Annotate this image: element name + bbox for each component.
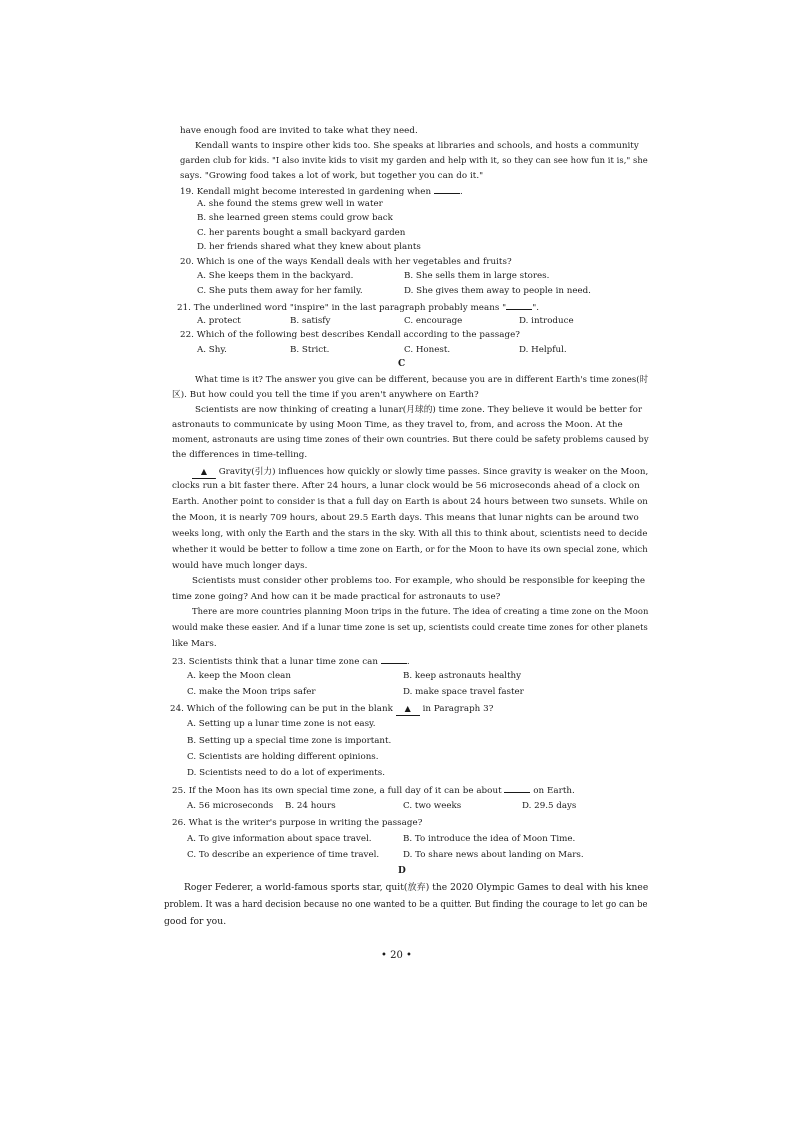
option-23a: A. keep the Moon clean xyxy=(187,671,291,681)
option-21b: B. satisfy xyxy=(290,316,331,326)
passage-c-line: the Moon, it is nearly 709 hours, about 29.5 Earth days. This means that lunar nights can be around two xyxy=(172,513,639,523)
option-19b: B. she learned green stems could grow back xyxy=(197,213,393,223)
option-19c: C. her parents bought a small backyard garden xyxy=(197,228,406,238)
passage-c-line: ▲ Gravity(引力) influences how quickly or slowly time passes. Since gravity is weaker on the Moon, xyxy=(192,466,648,479)
question-24-stem: 24. Which of the following can be put in the blank ▲ in Paragraph 3? xyxy=(170,704,494,714)
option-21d: D. introduce xyxy=(519,316,574,326)
option-22d: D. Helpful. xyxy=(519,345,567,355)
passage-c-line: like Mars. xyxy=(172,639,217,649)
passage-c-line: time zone going? And how can it be made practical for astronauts to use? xyxy=(172,592,501,602)
passage-c-line: Earth. Another point to consider is that a full day on Earth is about 24 hours between two sunsets. While on xyxy=(172,497,648,507)
option-25c: C. two weeks xyxy=(403,801,462,811)
triangle-marker: ▲ xyxy=(404,704,411,713)
option-24b: B. Setting up a special time zone is important. xyxy=(187,736,392,746)
option-20b: B. She sells them in large stores. xyxy=(404,271,550,281)
option-20d: D. She gives them away to people in need. xyxy=(404,286,591,296)
question-21-stem: 21. The underlined word "inspire" in the last paragraph probably means " ". xyxy=(177,303,540,313)
passage-c-line: the differences in time-telling. xyxy=(172,450,308,460)
passage-d-line: problem. It was a hard decision because no one wanted to be a quitter. But finding the courage to let go can be xyxy=(164,899,648,910)
answer-blank xyxy=(381,655,407,664)
passage-c-line: moment, astronauts are using time zones of their own countries. But there could be safety problems caused by xyxy=(172,435,649,445)
option-26d: D. To share news about landing on Mars. xyxy=(403,850,584,860)
option-22a: A. Shy. xyxy=(197,345,227,355)
option-19a: A. she found the stems grew well in water xyxy=(197,199,383,209)
option-23b: B. keep astronauts healthy xyxy=(403,671,522,681)
option-21c: C. encourage xyxy=(404,316,463,326)
passage-d-line: Roger Federer, a world-famous sports star, quit(放弃) the 2020 Olympic Games to deal with his knee xyxy=(184,882,649,893)
section-heading-c: C xyxy=(398,359,406,369)
paragraph-3-blank xyxy=(192,466,216,479)
passage-b-line: have enough food are invited to take what they need. xyxy=(180,126,418,136)
passage-d-line: good for you. xyxy=(164,916,227,927)
question-22-stem: 22. Which of the following best describes Kendall according to the passage? xyxy=(180,330,520,340)
question-25-stem: 25. If the Moon has its own special time zone, a full day of it can be about on Earth. xyxy=(172,786,575,796)
passage-b-line: says. "Growing food takes a lot of work, but together you can do it." xyxy=(180,171,484,181)
answer-blank xyxy=(434,185,460,194)
answer-blank xyxy=(396,703,420,716)
answer-blank xyxy=(504,784,530,793)
section-heading-d: D xyxy=(398,866,406,876)
passage-c-line: 区). But how could you tell the time if you aren't anywhere on Earth? xyxy=(172,390,479,400)
passage-c-line: clocks run a bit faster there. After 24 hours, a lunar clock would be 56 microseconds ahead of a clock on xyxy=(172,481,640,491)
option-21a: A. protect xyxy=(197,316,241,326)
passage-c-line: Scientists are now thinking of creating a lunar(月球的) time zone. They believe it would be better for xyxy=(195,405,643,415)
passage-c-line: weeks long, with only the Earth and the stars in the sky. With all this to think about, scientists need to decide xyxy=(172,529,648,539)
option-22b: B. Strict. xyxy=(290,345,330,355)
question-19-stem: 19. Kendall might become interested in gardening when . xyxy=(180,187,463,197)
option-22c: C. Honest. xyxy=(404,345,451,355)
question-26-stem: 26. What is the writer's purpose in writing the passage? xyxy=(172,818,423,828)
option-24c: C. Scientists are holding different opinions. xyxy=(187,752,379,762)
page-number: • 20 • xyxy=(381,950,412,961)
question-20-stem: 20. Which is one of the ways Kendall deals with her vegetables and fruits? xyxy=(180,257,512,267)
option-24a: A. Setting up a lunar time zone is not easy. xyxy=(187,719,376,729)
option-26b: B. To introduce the idea of Moon Time. xyxy=(403,834,576,844)
passage-c-line: What time is it? The answer you give can be different, because you are in different Earth's time zones(时 xyxy=(195,375,649,385)
passage-b-line: Kendall wants to inspire other kids too. She speaks at libraries and schools, and hosts a community xyxy=(195,141,639,151)
question-23-stem: 23. Scientists think that a lunar time zone can . xyxy=(172,657,410,667)
passage-c-line: Scientists must consider other problems too. For example, who should be responsible for keeping the xyxy=(192,576,646,586)
option-23c: C. make the Moon trips safer xyxy=(187,687,316,697)
option-20a: A. She keeps them in the backyard. xyxy=(197,271,354,281)
triangle-marker: ▲ xyxy=(200,467,208,476)
option-26a: A. To give information about space travel. xyxy=(187,834,372,844)
passage-b-line: garden club for kids. "I also invite kids to visit my garden and help with it, so they can see how fun it is," she xyxy=(180,156,648,166)
passage-c-line: would make these easier. And if a lunar time zone is set up, scientists could create time zones for other planets xyxy=(172,623,648,633)
option-25b: B. 24 hours xyxy=(285,801,336,811)
passage-c-line: would have much longer days. xyxy=(172,561,308,571)
option-24d: D. Scientists need to do a lot of experiments. xyxy=(187,768,385,778)
passage-c-line: astronauts to communicate by using Moon Time, as they travel to, from, and across the Moon. At the xyxy=(172,420,623,430)
option-20c: C. She puts them away for her family. xyxy=(197,286,363,296)
option-19d: D. her friends shared what they knew about plants xyxy=(197,242,421,252)
option-26c: C. To describe an experience of time travel. xyxy=(187,850,380,860)
option-23d: D. make space travel faster xyxy=(403,687,524,697)
option-25d: D. 29.5 days xyxy=(522,801,577,811)
option-25a: A. 56 microseconds xyxy=(187,801,274,811)
passage-c-line: There are more countries planning Moon trips in the future. The idea of creating a time zone on the Moon xyxy=(192,607,649,617)
answer-blank xyxy=(506,301,532,310)
passage-c-line: whether it would be better to follow a time zone on Earth, or for the Moon to have its own special zone, which xyxy=(172,545,648,555)
